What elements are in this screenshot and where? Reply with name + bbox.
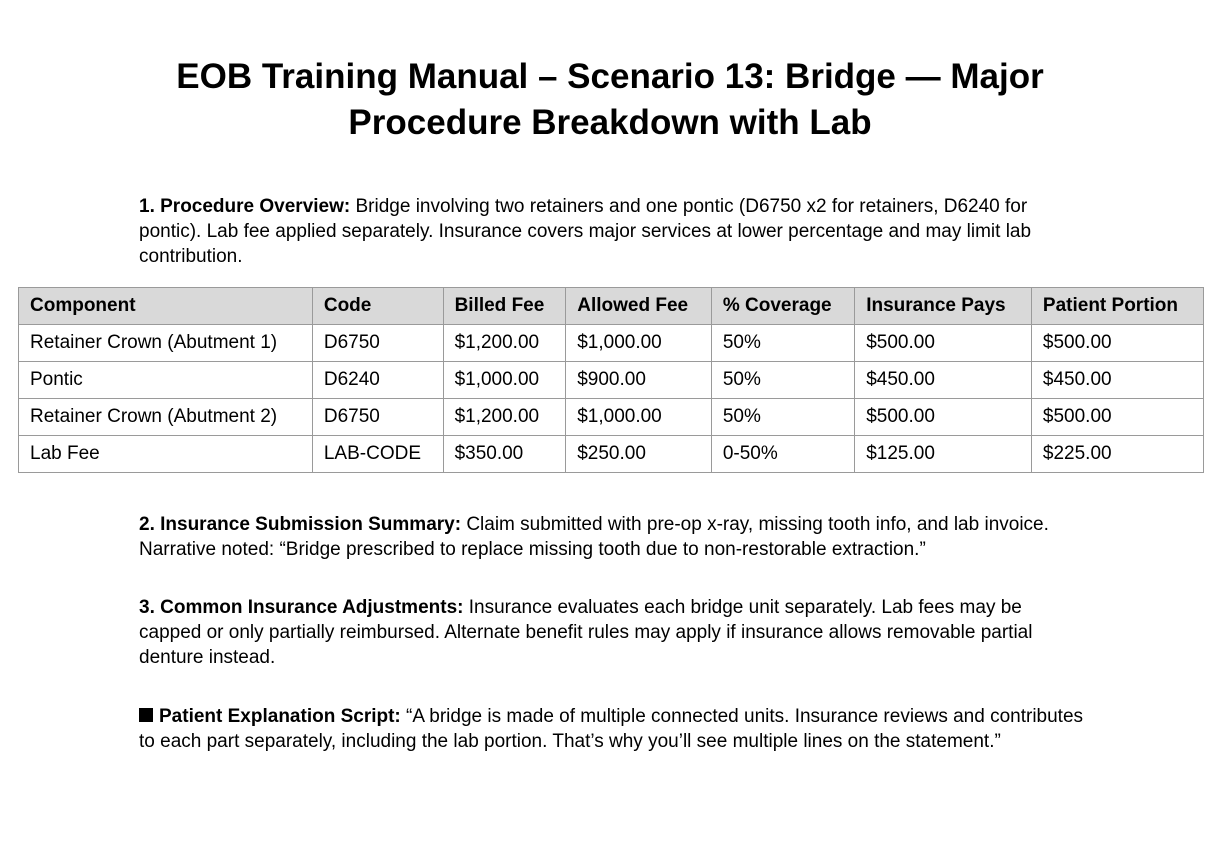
cell-code: D6240: [312, 362, 443, 399]
cell-component: Lab Fee: [19, 436, 313, 473]
cell-allowed-fee: $1,000.00: [566, 399, 712, 436]
cell-code: LAB-CODE: [312, 436, 443, 473]
insurance-adjustments-paragraph: [139, 595, 1089, 670]
header-coverage: % Coverage: [711, 288, 854, 325]
table-row: [19, 325, 1204, 362]
cell-patient-portion: $500.00: [1031, 325, 1203, 362]
cell-allowed-fee: $900.00: [566, 362, 712, 399]
procedure-overview-paragraph: [139, 194, 1089, 269]
cell-coverage: 0-50%: [711, 436, 854, 473]
square-bullet-icon: [139, 708, 153, 722]
submission-summary-label: 2. Insurance Submission Summary:: [139, 514, 462, 535]
cell-coverage: 50%: [711, 325, 854, 362]
cell-patient-portion: $500.00: [1031, 399, 1203, 436]
header-allowed-fee: Allowed Fee: [566, 288, 712, 325]
cell-coverage: 50%: [711, 362, 854, 399]
page-title: EOB Training Manual – Scenario 13: Bridge — Major Procedure Breakdown with Lab: [176, 57, 1044, 142]
eob-breakdown-table: [18, 287, 1204, 473]
header-billed-fee: Billed Fee: [443, 288, 566, 325]
submission-summary-text: Claim submitted with pre-op x-ray, missing tooth info, and lab invoice. Narrative noted: “Bridge prescribed to replace missing tooth due to non-restorable extraction.”: [139, 514, 1049, 560]
cell-insurance-pays: $450.00: [855, 362, 1032, 399]
submission-summary-paragraph: [139, 512, 1089, 562]
cell-allowed-fee: $1,000.00: [566, 325, 712, 362]
header-insurance-pays: Insurance Pays: [855, 288, 1032, 325]
header-code: Code: [312, 288, 443, 325]
cell-coverage: 50%: [711, 399, 854, 436]
cell-billed-fee: $1,000.00: [443, 362, 566, 399]
cell-patient-portion: $450.00: [1031, 362, 1203, 399]
cell-insurance-pays: $500.00: [855, 325, 1032, 362]
insurance-adjustments-text: Insurance evaluates each bridge unit separately. Lab fees may be capped or only partially reimbursed. Alternate benefit rules may apply if insurance allows removable partial denture instead.: [139, 597, 1033, 668]
cell-allowed-fee: $250.00: [566, 436, 712, 473]
table-row: [19, 362, 1204, 399]
cell-component: Pontic: [19, 362, 313, 399]
cell-code: D6750: [312, 399, 443, 436]
patient-script-paragraph: [139, 704, 1089, 754]
cell-patient-portion: $225.00: [1031, 436, 1203, 473]
procedure-overview-label: 1. Procedure Overview:: [139, 196, 351, 217]
table-row: [19, 436, 1204, 473]
cell-component: Retainer Crown (Abutment 1): [19, 325, 313, 362]
table-header-row: [19, 288, 1204, 325]
cell-billed-fee: $350.00: [443, 436, 566, 473]
cell-component: Retainer Crown (Abutment 2): [19, 399, 313, 436]
cell-insurance-pays: $500.00: [855, 399, 1032, 436]
cell-insurance-pays: $125.00: [855, 436, 1032, 473]
cell-code: D6750: [312, 325, 443, 362]
header-patient-portion: Patient Portion: [1031, 288, 1203, 325]
header-component: Component: [19, 288, 313, 325]
insurance-adjustments-label: 3. Common Insurance Adjustments:: [139, 597, 464, 618]
procedure-overview-text: Bridge involving two retainers and one pontic (D6750 x2 for retainers, D6240 for pontic). Lab fee applied separately. Insurance covers major services at lower percentage and may limit lab contribution.: [139, 196, 1032, 267]
table-row: [19, 399, 1204, 436]
cell-billed-fee: $1,200.00: [443, 325, 566, 362]
patient-script-label: Patient Explanation Script:: [159, 706, 401, 727]
patient-script-text: “A bridge is made of multiple connected units. Insurance reviews and contributes to each part separately, including the lab portion. That’s why you’ll see multiple lines on the statement.”: [139, 706, 1084, 752]
cell-billed-fee: $1,200.00: [443, 399, 566, 436]
